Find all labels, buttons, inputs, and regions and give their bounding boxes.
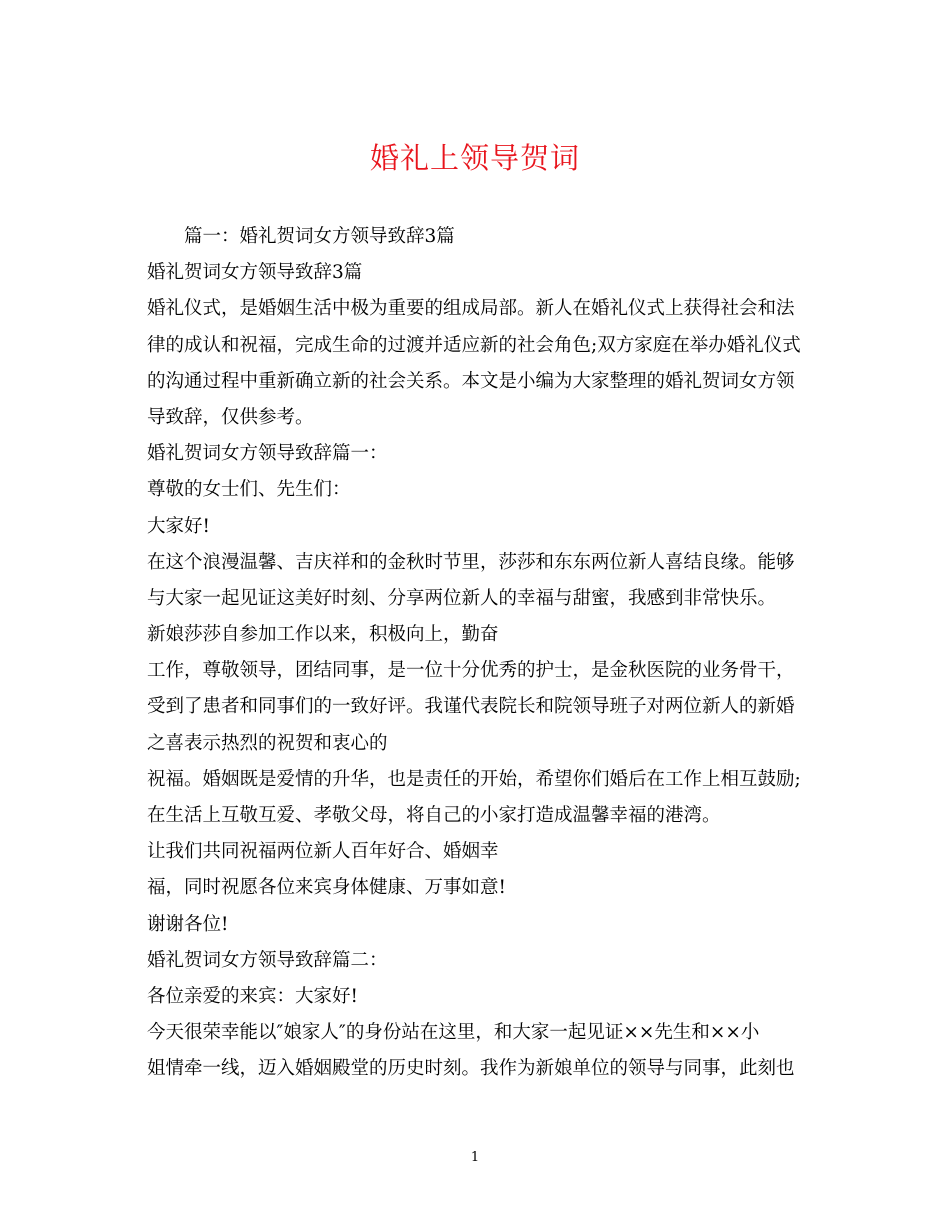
text-line: 新娘莎莎自参加工作以来，积极向上，勤奋 (147, 624, 499, 646)
text-line: 福，同时祝愿各位来宾身体健康、万事如意! (147, 877, 506, 899)
text-line: 婚礼贺词女方领导致辞篇二： (147, 949, 388, 971)
text-line: 谢谢各位! (147, 913, 229, 935)
text-line: 今天很荣幸能以″娘家人″的身份站在这里，和大家一起见证××先生和××小 (147, 1022, 760, 1044)
text-line: 受到了患者和同事们的一致好评。我谨代表院长和院领导班子对两位新人的新婚 (147, 696, 795, 718)
text-line: 婚礼贺词女方领导致辞3篇 (147, 262, 363, 284)
text-line: 导致辞，仅供参考。 (147, 406, 314, 428)
text-line: 与大家一起见证这美好时刻、分享两位新人的幸福与甜蜜，我感到非常快乐。 (147, 587, 777, 609)
text-line: 之喜表示热烈的祝贺和衷心的 (147, 732, 388, 754)
text-line: 篇一：婚礼贺词女方领导致辞3篇 (184, 226, 455, 247)
text-line: 工作，尊敬领导，团结同事，是一位十分优秀的护士，是金秋医院的业务骨干， (147, 660, 795, 682)
page-number: 1 (470, 1150, 480, 1165)
text-line: 姐情牵一线，迈入婚姻殿堂的历史时刻。我作为新娘单位的领导与同事，此刻也 (147, 1058, 795, 1080)
text-line: 在这个浪漫温馨、吉庆祥和的金秋时节里，莎莎和东东两位新人喜结良缘。能够 (147, 551, 795, 573)
text-line: 祝福。婚姻既是爱情的升华，也是责任的开始，希望你们婚后在工作上相互鼓励; (147, 768, 801, 790)
text-line: 让我们共同祝福两位新人百年好合、婚姻幸 (147, 841, 499, 863)
text-line: 的沟通过程中重新确立新的社会关系。本文是小编为大家整理的婚礼贺词女方领 (147, 370, 795, 392)
text-line: 婚礼贺词女方领导致辞篇一： (147, 443, 388, 465)
document-body (147, 219, 812, 1088)
text-line: 在生活上互敬互爱、孝敬父母，将自己的小家打造成温馨幸福的港湾。 (147, 805, 721, 826)
text-line: 律的成认和祝福，完成生命的过渡并适应新的社会角色;双方家庭在举办婚礼仪式 (147, 334, 801, 356)
text-line: 尊敬的女士们、先生们： (147, 479, 351, 501)
document-title: 婚礼上领导贺词 (369, 141, 580, 175)
text-line: 各位亲爱的来宾：大家好! (147, 985, 358, 1007)
text-line: 婚礼仪式，是婚姻生活中极为重要的组成局部。新人在婚礼仪式上获得社会和法 (147, 298, 795, 320)
text-line: 大家好! (147, 515, 210, 537)
